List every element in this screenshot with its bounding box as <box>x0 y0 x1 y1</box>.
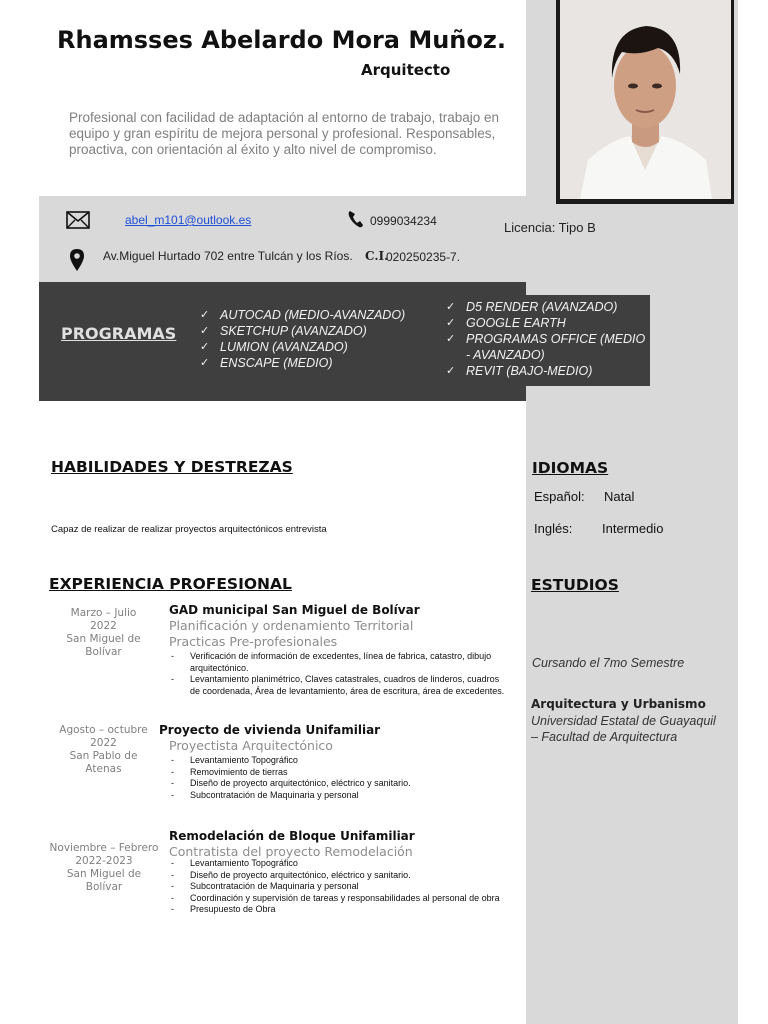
full-name: Rhamsses Abelardo Mora Muñoz. <box>57 26 506 54</box>
job-bullet: - Levantamiento Topográfico <box>169 858 509 870</box>
job-bullet: - Presupuesto de Obra <box>169 904 509 916</box>
program-item: ✓ GOOGLE EARTH <box>444 315 648 331</box>
job-dates <box>46 724 161 776</box>
job-place: San Pablo de Atenas <box>69 750 138 775</box>
program-item: ✓ SKETCHUP (AVANZADO) <box>198 323 438 339</box>
job-date-range: Noviembre – Febrero <box>49 842 159 854</box>
job-bullet: - Verificación de información de excedentes, línea de fabrica, catastro, dibujo arquitectónico. <box>169 651 509 674</box>
skills-title: HABILIDADES Y DESTREZAS <box>51 458 293 476</box>
job-dates <box>36 842 172 894</box>
phone-icon <box>347 209 365 234</box>
job-role: Arquitecto <box>361 61 451 79</box>
address: Av.Miguel Hurtado 702 entre Tulcán y los Ríos. <box>103 249 353 263</box>
job-subtitle: Practicas Pre-profesionales <box>169 634 338 649</box>
job-bullet: - Levantamiento planimétrico, Claves catastrales, cuadros de linderos, cuadros de coordenada, Área de levantamiento, área de escritura, área de excedentes. <box>169 674 509 697</box>
job-bullets <box>169 651 509 697</box>
mail-icon <box>66 211 90 234</box>
studies-current: Cursando el 7mo Semestre <box>532 656 685 670</box>
job-date-range: Agosto – octubre <box>59 724 148 736</box>
job-year: 2022-2023 <box>75 855 133 867</box>
job-bullet: - Diseño de proyecto arquitectónico, eléctrico y sanitario. <box>169 778 509 790</box>
job-date-range: Marzo – Julio <box>70 607 137 619</box>
job-year: 2022 <box>90 737 117 749</box>
job-dates <box>46 607 161 659</box>
license: Licencia: Tipo B <box>504 220 596 235</box>
job-bullet: - Coordinación y supervisión de tareas y responsabilidades al personal de obra <box>169 893 509 905</box>
job-title: Proyecto de vivienda Unifamiliar <box>159 723 381 737</box>
languages-title: IDIOMAS <box>532 459 609 477</box>
degree-name: Arquitectura y Urbanismo <box>531 697 706 711</box>
program-item: ✓ ENSCAPE (MEDIO) <box>198 355 438 371</box>
language-name: Español: <box>534 489 585 504</box>
language-name: Inglés: <box>534 521 573 536</box>
email-link[interactable]: abel_m101@outlook.es <box>125 213 252 227</box>
skills-text: Capaz de realizar de realizar proyectos arquitectónicos entrevista <box>51 524 327 535</box>
location-pin-icon <box>69 248 85 277</box>
programs-title: PROGRAMAS <box>61 324 177 343</box>
experience-title: EXPERIENCIA PROFESIONAL <box>49 575 292 593</box>
program-item: ✓ PROGRAMAS OFFICE (MEDIO - AVANZADO) <box>444 331 648 363</box>
profile-photo <box>560 0 731 199</box>
job-bullets <box>169 858 509 916</box>
language-level: Intermedio <box>602 521 664 536</box>
program-item: ✓ AUTOCAD (MEDIO-AVANZADO) <box>198 307 438 323</box>
job-bullet: - Diseño de proyecto arquitectónico, eléctrico y sanitario. <box>169 870 509 882</box>
job-place: San Miguel de Bolívar <box>66 633 141 658</box>
job-bullet: - Subcontratación de Maquinaria y personal <box>169 881 509 893</box>
job-subtitle: Proyectista Arquitectónico <box>169 738 333 753</box>
job-place: San Miguel de Bolívar <box>66 868 142 893</box>
job-bullet: - Levantamiento Topográfico <box>169 755 509 767</box>
phone-number: 0999034234 <box>370 214 437 228</box>
job-subtitle: Planificación y ordenamiento Territorial <box>169 618 414 633</box>
studies-title: ESTUDIOS <box>531 576 619 594</box>
program-item: ✓ LUMION (AVANZADO) <box>198 339 438 355</box>
contact-band <box>39 196 738 282</box>
job-bullets <box>169 755 509 801</box>
job-bullet: - Removimiento de tierras <box>169 767 509 779</box>
job-title: GAD municipal San Miguel de Bolívar <box>169 603 420 617</box>
profile-summary: Profesional con facilidad de adaptación al entorno de trabajo, trabajo en equipo y gran espíritu de mejora personal y profesional. Responsables, proactiva, con orientación al éxito y alto nivel de compromiso. <box>69 110 500 157</box>
job-title: Remodelación de Bloque Unifamiliar <box>169 829 415 843</box>
job-bullet: - Subcontratación de Maquinaria y personal <box>169 790 509 802</box>
program-item: ✓ REVIT (BAJO-MEDIO) <box>444 363 648 379</box>
ci-value: 020250235-7. <box>386 250 461 264</box>
language-level: Natal <box>604 489 635 504</box>
job-year: 2022 <box>90 620 117 632</box>
program-item: ✓ D5 RENDER (AVANZADO) <box>444 299 648 315</box>
ci-label: C.I. <box>365 249 389 263</box>
programs-list-2 <box>444 299 648 379</box>
programs-list-1 <box>198 307 438 371</box>
job-subtitle: Contratista del proyecto Remodelación <box>169 844 413 859</box>
institution: Universidad Estatal de Guayaquil – Facultad de Arquitectura <box>531 714 716 744</box>
